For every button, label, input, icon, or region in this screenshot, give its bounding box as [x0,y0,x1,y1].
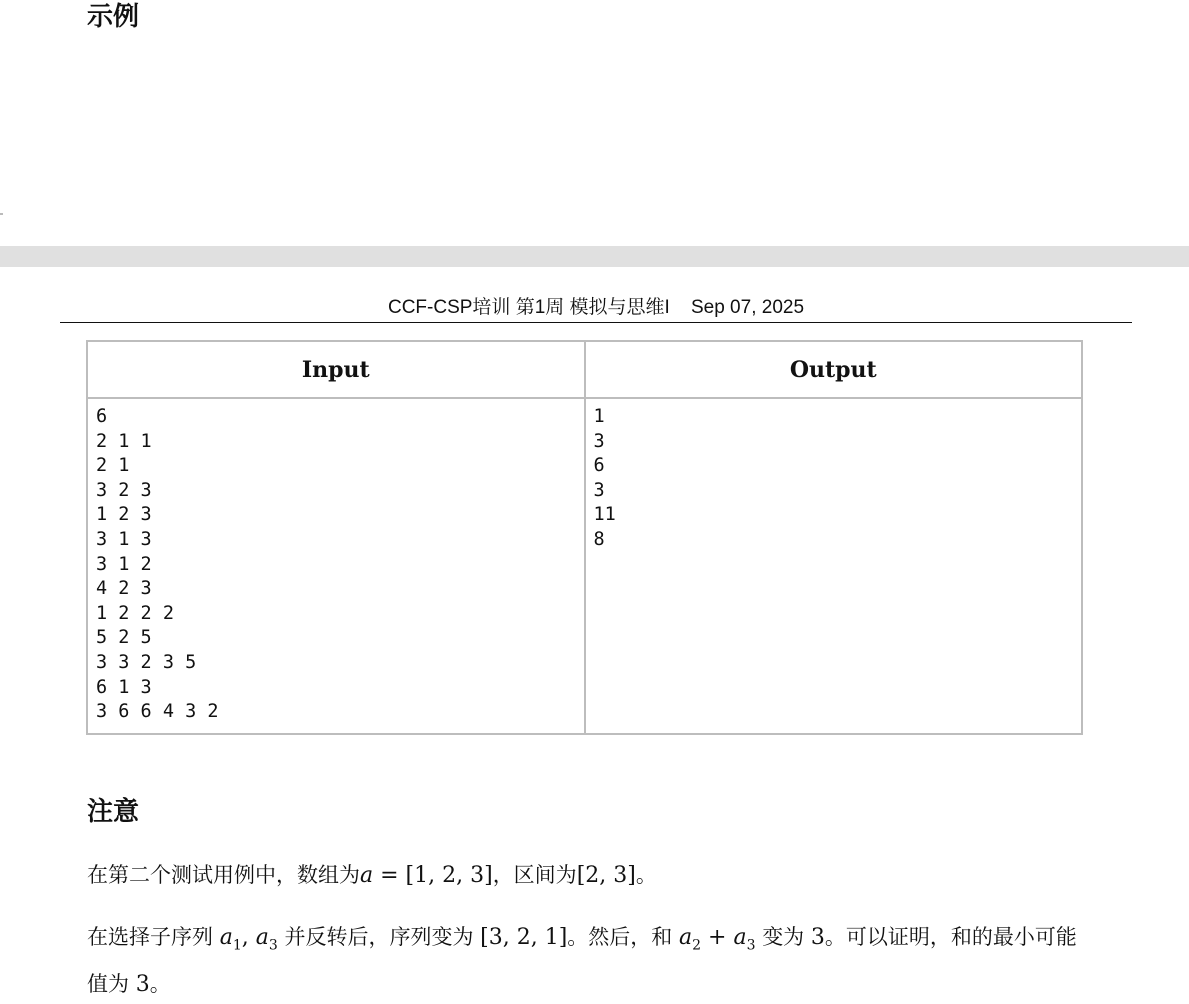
math-var: a [255,925,269,950]
input-column-header: Input [87,341,585,398]
note-text: 。 [635,863,657,887]
note-text: 。可以证明，和的最小可能值为 [87,925,1077,997]
math-value: = [1, 2, 3] [380,863,493,888]
running-header [60,296,1132,320]
math-subscript: 3 [746,937,756,954]
math-subscript: 3 [268,937,278,954]
math-comma: , [241,925,256,950]
math-subscript: 2 [692,937,702,954]
note-text: 在第二个测试用例中，数组为 [87,863,360,887]
math-plus: + [701,925,734,950]
math-interval: [2, 3] [576,863,636,888]
sample-input-text: 6 2 1 1 2 1 3 2 3 1 2 3 3 1 3 3 1 2 4 2 3 1 2 2 2 5 2 5 3 3 2 3 5 6 1 3 3 6 6 4 3 2 [96,406,219,723]
sample-output-text: 1 3 6 3 11 8 [593,406,616,550]
sample-io-table [86,340,1083,735]
math-sequence: [3, 2, 1] [480,925,568,950]
section-title-note: 注意 [87,797,140,827]
note-paragraph-1 [87,856,1097,895]
note-text: 并反转后，序列变为 [284,925,474,949]
math-subsequence [219,925,278,954]
header-rule [60,322,1132,323]
math-value: 3 [135,972,150,998]
note-text: 在选择子序列 [87,925,213,949]
math-var: a [219,925,233,950]
note-paragraph-2 [87,918,1097,1004]
header-course: CCF-CSP培训 第1周 模拟与思维I [387,297,670,318]
math-value: 3 [810,925,825,950]
output-cell [585,398,1083,734]
math-var: a [360,863,374,888]
math-var: a [733,925,747,950]
math-sum [678,925,756,954]
section-title-example: 示例 [87,2,140,32]
math-var: a [678,925,693,950]
note-text: ，区间为 [492,863,577,887]
math-subscript: 1 [232,937,242,954]
note-text: 。然后，和 [567,925,673,949]
note-text: 。 [149,972,171,997]
page-separator [0,246,1189,267]
page-edge-mark [0,213,3,215]
output-column-header: Output [585,341,1083,398]
note-text: 变为 [762,925,805,949]
math-array [360,863,493,888]
header-date: Sep 07, 2025 [690,297,805,318]
input-cell [87,398,585,734]
